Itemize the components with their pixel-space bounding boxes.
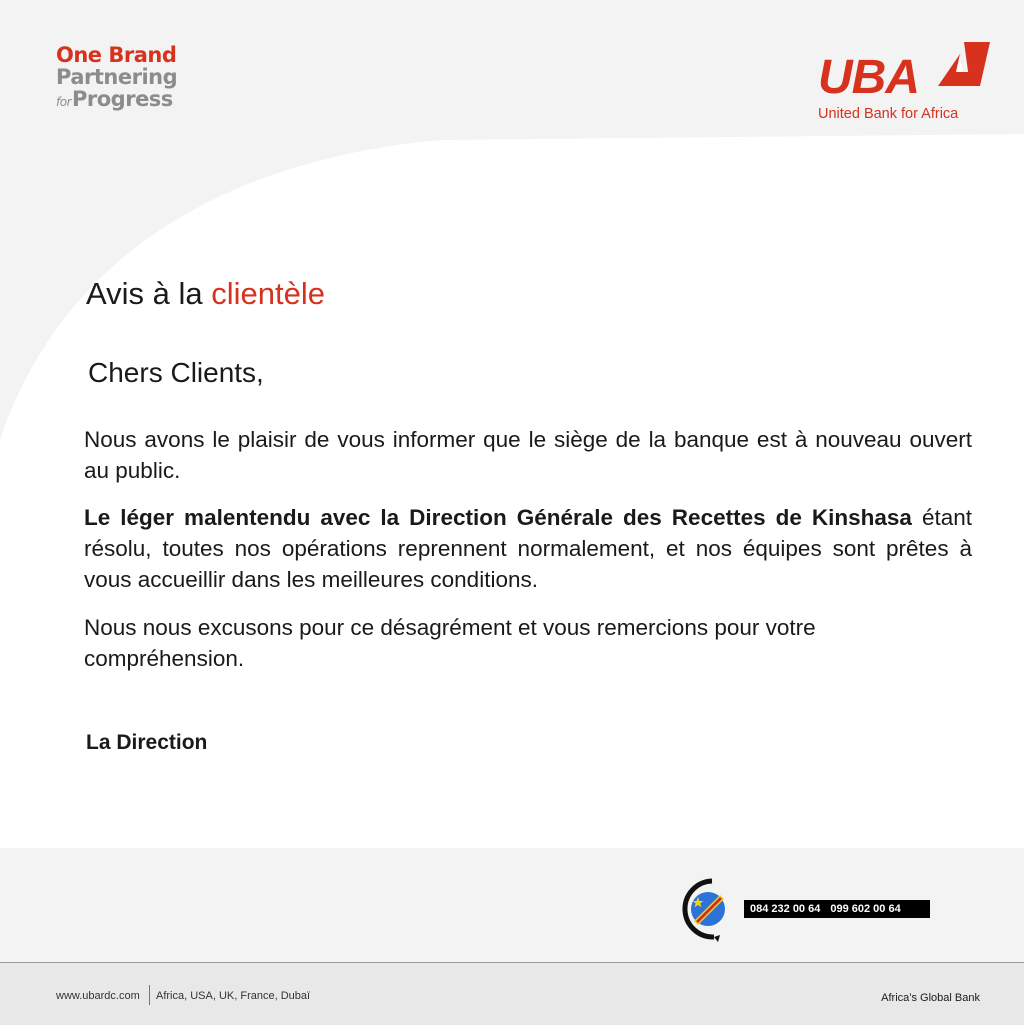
footer	[0, 962, 1024, 1025]
uba-logo	[816, 42, 986, 126]
paragraph-apology: Nous nous excusons pour ce désagrément et vous remercions pour votre compréhension.	[84, 615, 816, 671]
paragraph-reopening: Nous avons le plaisir de vous informer que le siège de la banque est à nouveau ouvert au public.	[84, 427, 972, 483]
logo-subtitle: United Bank for Africa	[818, 106, 959, 122]
paragraph-resolution-rest: étant résolu, toutes nos opérations reprennent normalement, et nos équipes sont prêtes à vous accueillir dans les meilleures conditions.	[84, 505, 972, 592]
footer-divider	[149, 985, 150, 1005]
title-accent: clientèle	[211, 276, 325, 311]
website-link[interactable]: www.ubardc.com	[56, 990, 140, 1002]
phone-number-2[interactable]: 099 602 00 64	[830, 903, 901, 915]
signoff: La Direction	[86, 731, 208, 754]
logo-wordmark: UBA	[818, 51, 919, 104]
phone-contact	[674, 875, 934, 945]
tagline-progress: Progress	[72, 87, 173, 111]
tagline-for: for	[56, 95, 71, 109]
tagline-line-3	[56, 88, 177, 113]
greeting: Chers Clients,	[88, 357, 264, 388]
uba-logo-icon	[934, 42, 990, 98]
brand-tagline	[56, 44, 177, 113]
paragraph-resolution-bold: Le léger malentendu avec la Direction Générale des Recettes de Kinshasa	[84, 505, 912, 530]
phone-numbers	[744, 900, 930, 918]
title-prefix: Avis à la	[86, 276, 212, 311]
phone-number-1[interactable]: 084 232 00 64	[750, 903, 821, 915]
tagline-line-1: One Brand	[56, 43, 177, 67]
drc-flag-phone-icon	[674, 875, 746, 945]
tagline-line-2: Partnering	[56, 65, 178, 89]
notice-title	[86, 276, 325, 312]
footer-locations: Africa, USA, UK, France, Dubaï	[156, 990, 311, 1002]
footer-slogan: Africa’s Global Bank	[881, 992, 980, 1004]
paragraph-resolution	[84, 502, 972, 595]
